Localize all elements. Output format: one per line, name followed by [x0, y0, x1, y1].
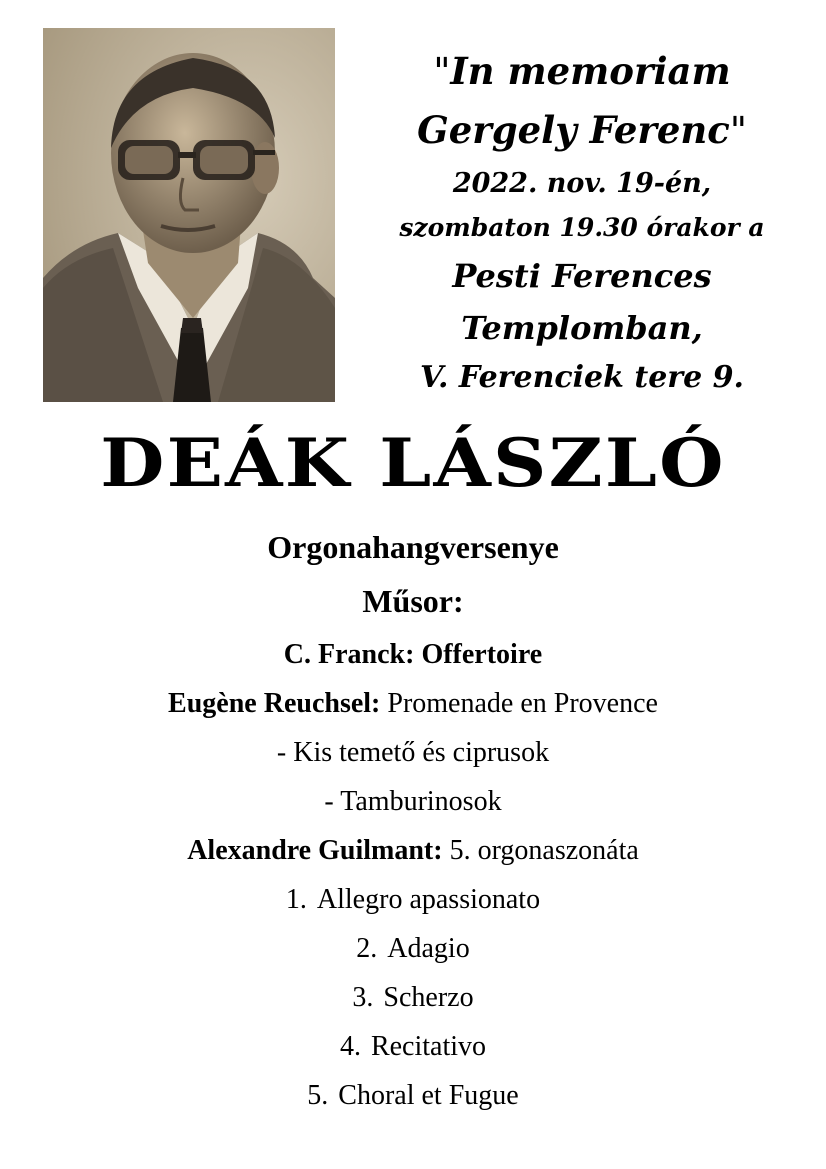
movement-number: 4.	[339, 1031, 361, 1062]
concert-subtitle: Orgonahangversenye	[267, 529, 559, 565]
event-details	[348, 42, 816, 402]
movement-number: 2.	[356, 933, 378, 964]
movement-title: Recitativo	[370, 1031, 487, 1062]
open-quote: "	[433, 50, 451, 93]
composer-guilmant: Alexandre Guilmant:	[187, 835, 443, 866]
movement-title: Scherzo	[383, 982, 474, 1013]
guilmant-movement	[0, 924, 826, 973]
movement-number: 3.	[352, 982, 374, 1013]
work-reuchsel: Promenade en Provence	[387, 688, 658, 719]
in-memoriam-text: In memoriam	[450, 49, 731, 93]
reuchsel-movement-2: - Tamburinosok	[324, 786, 502, 817]
event-date: 2022. nov. 19-én,	[452, 168, 712, 199]
guilmant-movement	[0, 875, 826, 924]
composer-reuchsel: Eugène Reuchsel:	[168, 688, 381, 719]
honoree-name: Gergely Ferenc	[417, 108, 730, 152]
reuchsel-movement-1: - Kis temető és ciprusok	[276, 737, 550, 768]
movement-title: Choral et Fugue	[338, 1080, 519, 1111]
guilmant-movement	[0, 1022, 826, 1071]
movement-number: 1.	[285, 884, 307, 915]
work-guilmant: 5. orgonaszonáta	[449, 835, 639, 866]
movement-title: Adagio	[387, 933, 470, 964]
program-item-reuchsel	[0, 679, 826, 728]
movement-number: 5.	[307, 1080, 329, 1111]
portrait-illustration	[43, 28, 335, 402]
guilmant-movement	[0, 973, 826, 1022]
program-heading: Műsor:	[362, 583, 464, 619]
event-venue: Pesti Ferences Templomban,	[452, 257, 712, 347]
movement-title: Allegro apassionato	[316, 884, 541, 915]
performer-name: DEÁK LÁSZLÓ	[100, 424, 726, 502]
event-address: V. Ferenciek tere 9.	[420, 360, 744, 395]
guilmant-movement	[0, 1071, 826, 1120]
program-section	[0, 522, 826, 1120]
close-quote: "	[729, 109, 747, 152]
portrait-photo	[43, 28, 335, 402]
program-item-franck: C. Franck: Offertoire	[283, 639, 543, 670]
program-item-guilmant	[0, 826, 826, 875]
event-time: szombaton 19.30 órakor a	[399, 213, 765, 242]
